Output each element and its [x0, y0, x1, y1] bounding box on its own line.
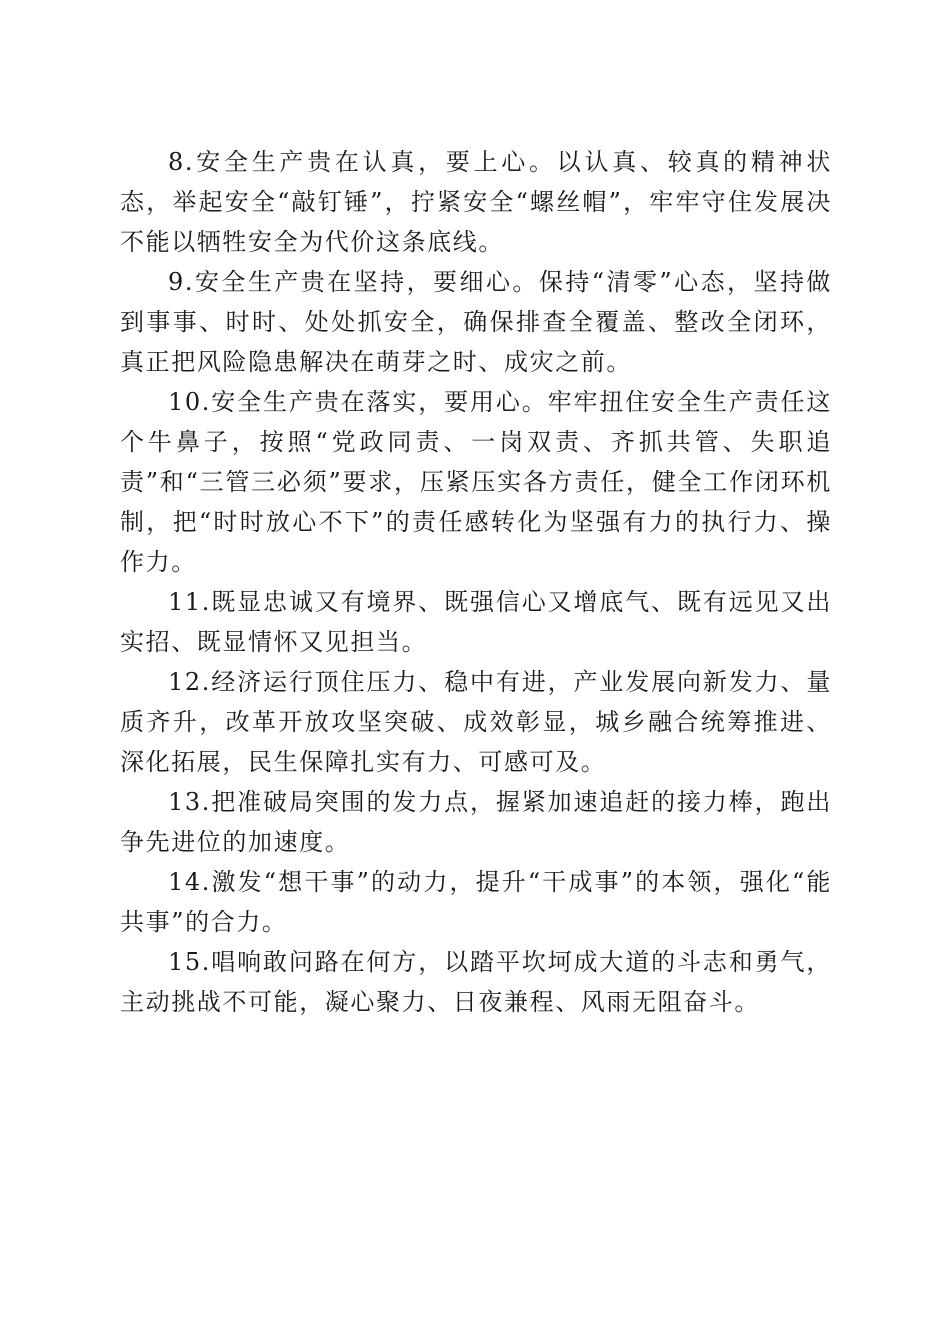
- paragraph-8: 8.安全生产贵在认真，要上心。以认真、较真的精神状态，举起安全“敲钉锤”，拧紧安全“螺丝帽”，牢牢守住发展决不能以牺牲安全为代价这条底线。: [120, 148, 832, 256]
- document-body: [120, 142, 832, 1022]
- paragraph-12: 12.经济运行顶住压力、稳中有进，产业发展向新发力、量质齐升，改革开放攻坚突破、成效彰显，城乡融合统筹推进、深化拓展，民生保障扎实有力、可感可及。: [120, 668, 832, 776]
- paragraph-11: 11.既显忠诚又有境界、既强信心又增底气、既有远见又出实招、既显情怀又见担当。: [120, 588, 832, 656]
- paragraph-13: 13.把准破局突围的发力点，握紧加速追赶的接力棒，跑出争先进位的加速度。: [120, 788, 832, 856]
- paragraph-9: 9.安全生产贵在坚持，要细心。保持“清零”心态，坚持做到事事、时时、处处抓安全，确保排查全覆盖、整改全闭环，真正把风险隐患解决在萌芽之时、成灾之前。: [120, 268, 832, 376]
- paragraph-15: 15.唱响敢问路在何方，以踏平坎坷成大道的斗志和勇气，主动挑战不可能，凝心聚力、日夜兼程、风雨无阻奋斗。: [120, 948, 832, 1016]
- paragraph-10: 10.安全生产贵在落实，要用心。牢牢扭住安全生产责任这个牛鼻子，按照“党政同责、一岗双责、齐抓共管、失职追责”和“三管三必须”要求，压紧压实各方责任，健全工作闭环机制，把“时时放心不下”的责任感转化为坚强有力的执行力、操作力。: [120, 388, 832, 576]
- paragraph-14: 14.激发“想干事”的动力，提升“干成事”的本领，强化“能共事”的合力。: [120, 868, 832, 936]
